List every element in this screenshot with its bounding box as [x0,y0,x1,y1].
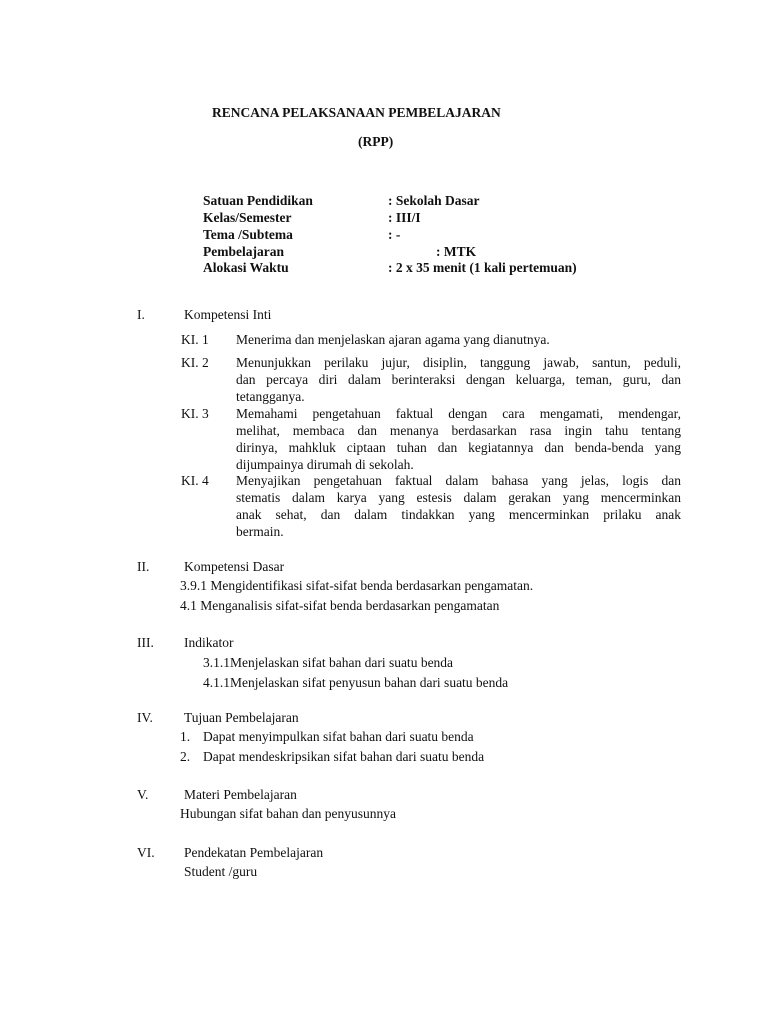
section-number: IV. [137,710,153,725]
section-heading: Kompetensi Inti [184,307,272,322]
section-heading: Pendekatan Pembelajaran [184,845,324,860]
ki-line: stematis dalam karya yang estesis dalam gerakan yang mencerminkan [236,490,681,505]
ki-line: dan percaya diri dalam berinteraksi dengan keluarga, teman, guru, dan [236,372,681,387]
identity-label: Pembelajaran [203,244,284,259]
document-subtitle: (RPP) [358,134,394,149]
tujuan-item: Dapat menyimpulkan sifat bahan dari suatu benda [203,729,474,744]
tujuan-item: Dapat mendeskripsikan sifat bahan dari suatu benda [203,749,485,764]
identity-value: : 2 x 35 menit (1 kali pertemuan) [388,260,577,275]
indikator-item: 3.1.1Menjelaskan sifat bahan dari suatu benda [203,655,454,670]
section-heading: Indikator [184,635,234,650]
list-number: 1. [180,729,191,744]
kd-item: 4.1 Menganalisis sifat-sifat benda berdasarkan pengamatan [180,598,500,613]
section-heading: Tujuan Pembelajaran [184,710,299,725]
section-body: Hubungan sifat bahan dan penyusunnya [180,806,396,821]
identity-label: Kelas/Semester [203,210,292,225]
indikator-item: 4.1.1Menjelaskan sifat penyusun bahan dari suatu benda [203,675,509,690]
document-title: RENCANA PELAKSANAAN PEMBELAJARAN [212,105,501,120]
identity-label: Tema /Subtema [203,227,293,242]
section-number: V. [137,787,149,802]
ki-line: dirinya, mahkluk ciptaan tuhan dan kegiatannya dan benda-benda yang [236,440,681,455]
identity-value: : MTK [436,244,477,259]
ki-line: Menunjukkan perilaku jujur, disiplin, tanggung jawab, santun, peduli, [236,355,681,370]
ki-line: melihat, membaca dan menanya berdasarkan rasa ingin tahu tentang [236,423,681,438]
ki-line: bermain. [236,524,284,539]
identity-value: : Sekolah Dasar [388,193,480,208]
ki-code: KI. 4 [181,473,209,488]
list-number: 2. [180,749,191,764]
section-body: Student /guru [184,864,258,879]
identity-value: : III/I [388,210,421,225]
section-heading: Kompetensi Dasar [184,559,285,574]
ki-line: Menyajikan pengetahuan faktual dalam bahasa yang jelas, logis dan [236,473,681,488]
ki-line: tetangganya. [236,389,305,404]
ki-code: KI. 3 [181,406,209,421]
section-number: VI. [137,845,155,860]
section-heading: Materi Pembelajaran [184,787,297,802]
ki-line: anak sehat, dan dalam tindakkan yang mencerminkan prilaku anak [236,507,681,522]
section-number: III. [137,635,154,650]
ki-line: Memahami pengetahuan faktual dengan cara mengamati, mendengar, [236,406,681,421]
ki-code: KI. 1 [181,332,209,347]
ki-code: KI. 2 [181,355,209,370]
kd-item: 3.9.1 Mengidentifikasi sifat-sifat benda berdasarkan pengamatan. [180,578,534,593]
section-number: I. [137,307,145,322]
identity-value: : - [388,227,401,242]
identity-label: Alokasi Waktu [203,260,289,275]
ki-line: Menerima dan menjelaskan ajaran agama yang dianutnya. [236,332,550,347]
ki-line: dijumpainya dirumah di sekolah. [236,457,414,472]
identity-label: Satuan Pendidikan [203,193,313,208]
section-number: II. [137,559,150,574]
